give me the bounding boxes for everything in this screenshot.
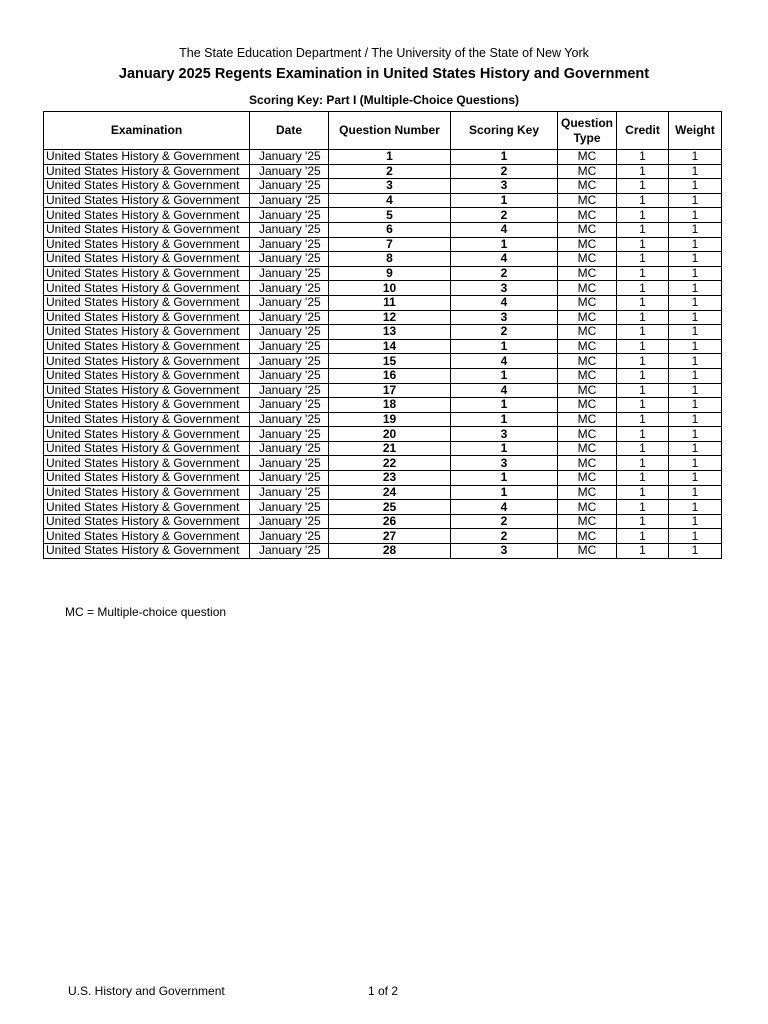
examination-cell: United States History & Government	[44, 427, 250, 442]
question-type-cell: MC	[558, 150, 617, 165]
date-cell: January '25	[250, 412, 329, 427]
weight-cell: 1	[669, 383, 722, 398]
question-type-cell: MC	[558, 368, 617, 383]
question-type-cell: MC	[558, 222, 617, 237]
date-cell: January '25	[250, 398, 329, 413]
question-type-cell: MC	[558, 193, 617, 208]
table-row	[44, 427, 722, 442]
scoring-key-cell: 1	[451, 485, 558, 500]
weight-cell: 1	[669, 179, 722, 194]
examination-cell: United States History & Government	[44, 529, 250, 544]
weight-cell: 1	[669, 500, 722, 515]
examination-cell: United States History & Government	[44, 383, 250, 398]
weight-cell: 1	[669, 193, 722, 208]
credit-cell: 1	[617, 310, 669, 325]
examination-cell: United States History & Government	[44, 354, 250, 369]
question-number-cell: 1	[329, 150, 451, 165]
scoring-key-cell: 4	[451, 222, 558, 237]
scoring-key-cell: 1	[451, 471, 558, 486]
table-row	[44, 266, 722, 281]
question-number-cell: 22	[329, 456, 451, 471]
table-row	[44, 412, 722, 427]
table-row	[44, 150, 722, 165]
scoring-key-cell: 3	[451, 427, 558, 442]
column-header-question-type: Question Type	[558, 112, 617, 150]
table-row	[44, 398, 722, 413]
question-type-cell: MC	[558, 485, 617, 500]
scoring-key-cell: 2	[451, 164, 558, 179]
examination-cell: United States History & Government	[44, 339, 250, 354]
scoring-key-cell: 1	[451, 237, 558, 252]
question-type-cell: MC	[558, 339, 617, 354]
question-type-cell: MC	[558, 500, 617, 515]
date-cell: January '25	[250, 485, 329, 500]
date-cell: January '25	[250, 500, 329, 515]
examination-cell: United States History & Government	[44, 412, 250, 427]
weight-cell: 1	[669, 237, 722, 252]
question-type-cell: MC	[558, 208, 617, 223]
examination-cell: United States History & Government	[44, 208, 250, 223]
scoring-key-cell: 4	[451, 383, 558, 398]
scoring-key-cell: 3	[451, 456, 558, 471]
weight-cell: 1	[669, 164, 722, 179]
examination-cell: United States History & Government	[44, 193, 250, 208]
scoring-key-cell: 4	[451, 500, 558, 515]
question-number-cell: 14	[329, 339, 451, 354]
scoring-key-cell: 3	[451, 544, 558, 559]
question-type-cell: MC	[558, 427, 617, 442]
date-cell: January '25	[250, 222, 329, 237]
question-type-cell: MC	[558, 266, 617, 281]
date-cell: January '25	[250, 252, 329, 267]
examination-cell: United States History & Government	[44, 471, 250, 486]
question-number-cell: 21	[329, 441, 451, 456]
table-row	[44, 441, 722, 456]
weight-cell: 1	[669, 368, 722, 383]
date-cell: January '25	[250, 354, 329, 369]
table-row	[44, 471, 722, 486]
question-number-cell: 9	[329, 266, 451, 281]
credit-cell: 1	[617, 427, 669, 442]
question-number-cell: 2	[329, 164, 451, 179]
question-number-cell: 13	[329, 325, 451, 340]
credit-cell: 1	[617, 295, 669, 310]
credit-cell: 1	[617, 193, 669, 208]
table-row	[44, 339, 722, 354]
scoring-key-cell: 4	[451, 252, 558, 267]
scoring-key-cell: 2	[451, 529, 558, 544]
question-number-cell: 27	[329, 529, 451, 544]
date-cell: January '25	[250, 266, 329, 281]
weight-cell: 1	[669, 222, 722, 237]
scoring-key-cell: 1	[451, 150, 558, 165]
question-type-cell: MC	[558, 514, 617, 529]
question-type-cell: MC	[558, 252, 617, 267]
question-type-cell: MC	[558, 383, 617, 398]
question-number-cell: 28	[329, 544, 451, 559]
credit-cell: 1	[617, 266, 669, 281]
credit-cell: 1	[617, 339, 669, 354]
scoring-key-cell: 3	[451, 179, 558, 194]
table-row	[44, 544, 722, 559]
credit-cell: 1	[617, 383, 669, 398]
column-header-weight: Weight	[669, 112, 722, 150]
table-header-row	[44, 112, 722, 150]
examination-cell: United States History & Government	[44, 310, 250, 325]
question-number-cell: 11	[329, 295, 451, 310]
examination-cell: United States History & Government	[44, 266, 250, 281]
examination-cell: United States History & Government	[44, 252, 250, 267]
credit-cell: 1	[617, 514, 669, 529]
weight-cell: 1	[669, 325, 722, 340]
footer-page-number: 1 of 2	[368, 984, 399, 998]
column-header-scoring-key: Scoring Key	[451, 112, 558, 150]
question-number-cell: 23	[329, 471, 451, 486]
credit-cell: 1	[617, 208, 669, 223]
question-number-cell: 10	[329, 281, 451, 296]
document-title: January 2025 Regents Examination in United States History and Government	[118, 66, 650, 82]
question-number-cell: 3	[329, 179, 451, 194]
table-row	[44, 222, 722, 237]
credit-cell: 1	[617, 252, 669, 267]
credit-cell: 1	[617, 398, 669, 413]
weight-cell: 1	[669, 529, 722, 544]
scoring-key-cell: 1	[451, 412, 558, 427]
credit-cell: 1	[617, 412, 669, 427]
table-row	[44, 354, 722, 369]
column-header-credit: Credit	[617, 112, 669, 150]
credit-cell: 1	[617, 164, 669, 179]
date-cell: January '25	[250, 368, 329, 383]
date-cell: January '25	[250, 514, 329, 529]
table-row	[44, 310, 722, 325]
weight-cell: 1	[669, 456, 722, 471]
date-cell: January '25	[250, 281, 329, 296]
question-type-cell: MC	[558, 471, 617, 486]
question-number-cell: 24	[329, 485, 451, 500]
question-type-cell: MC	[558, 412, 617, 427]
date-cell: January '25	[250, 471, 329, 486]
credit-cell: 1	[617, 368, 669, 383]
examination-cell: United States History & Government	[44, 237, 250, 252]
examination-cell: United States History & Government	[44, 281, 250, 296]
table-row	[44, 208, 722, 223]
weight-cell: 1	[669, 150, 722, 165]
date-cell: January '25	[250, 295, 329, 310]
document-subtitle: Scoring Key: Part I (Multiple-Choice Questions)	[248, 93, 520, 107]
date-cell: January '25	[250, 237, 329, 252]
table-row	[44, 295, 722, 310]
question-number-cell: 5	[329, 208, 451, 223]
examination-cell: United States History & Government	[44, 485, 250, 500]
credit-cell: 1	[617, 485, 669, 500]
credit-cell: 1	[617, 529, 669, 544]
question-number-cell: 25	[329, 500, 451, 515]
scoring-key-cell: 3	[451, 310, 558, 325]
scoring-key-cell: 2	[451, 208, 558, 223]
scoring-key-cell: 1	[451, 339, 558, 354]
table-body	[44, 150, 722, 559]
footnote: MC = Multiple-choice question	[65, 605, 227, 619]
question-type-cell: MC	[558, 441, 617, 456]
table-row	[44, 368, 722, 383]
table-row	[44, 193, 722, 208]
examination-cell: United States History & Government	[44, 179, 250, 194]
scoring-key-cell: 4	[451, 354, 558, 369]
table-row	[44, 529, 722, 544]
question-number-cell: 4	[329, 193, 451, 208]
weight-cell: 1	[669, 281, 722, 296]
question-type-cell: MC	[558, 310, 617, 325]
examination-cell: United States History & Government	[44, 368, 250, 383]
question-number-cell: 7	[329, 237, 451, 252]
date-cell: January '25	[250, 529, 329, 544]
weight-cell: 1	[669, 310, 722, 325]
scoring-key-cell: 1	[451, 368, 558, 383]
question-type-cell: MC	[558, 325, 617, 340]
examination-cell: United States History & Government	[44, 325, 250, 340]
question-type-cell: MC	[558, 544, 617, 559]
weight-cell: 1	[669, 427, 722, 442]
date-cell: January '25	[250, 339, 329, 354]
examination-cell: United States History & Government	[44, 441, 250, 456]
weight-cell: 1	[669, 339, 722, 354]
weight-cell: 1	[669, 266, 722, 281]
table-row	[44, 281, 722, 296]
scoring-key-cell: 2	[451, 325, 558, 340]
scoring-key-cell: 1	[451, 193, 558, 208]
table-row	[44, 383, 722, 398]
credit-cell: 1	[617, 471, 669, 486]
table-row	[44, 164, 722, 179]
date-cell: January '25	[250, 208, 329, 223]
question-type-cell: MC	[558, 281, 617, 296]
credit-cell: 1	[617, 179, 669, 194]
table-row	[44, 485, 722, 500]
column-header-examination: Examination	[44, 112, 250, 150]
examination-cell: United States History & Government	[44, 514, 250, 529]
date-cell: January '25	[250, 310, 329, 325]
date-cell: January '25	[250, 164, 329, 179]
table-row	[44, 179, 722, 194]
scoring-key-cell: 1	[451, 441, 558, 456]
weight-cell: 1	[669, 398, 722, 413]
question-number-cell: 19	[329, 412, 451, 427]
question-type-cell: MC	[558, 179, 617, 194]
table-row	[44, 237, 722, 252]
question-number-cell: 26	[329, 514, 451, 529]
credit-cell: 1	[617, 500, 669, 515]
question-number-cell: 15	[329, 354, 451, 369]
scoring-key-cell: 1	[451, 398, 558, 413]
question-number-cell: 17	[329, 383, 451, 398]
credit-cell: 1	[617, 237, 669, 252]
scoring-key-table	[43, 111, 722, 559]
question-number-cell: 16	[329, 368, 451, 383]
date-cell: January '25	[250, 456, 329, 471]
examination-cell: United States History & Government	[44, 295, 250, 310]
weight-cell: 1	[669, 412, 722, 427]
weight-cell: 1	[669, 514, 722, 529]
question-number-cell: 18	[329, 398, 451, 413]
credit-cell: 1	[617, 456, 669, 471]
credit-cell: 1	[617, 281, 669, 296]
date-cell: January '25	[250, 179, 329, 194]
question-type-cell: MC	[558, 529, 617, 544]
table-row	[44, 514, 722, 529]
table-row	[44, 500, 722, 515]
column-header-date: Date	[250, 112, 329, 150]
weight-cell: 1	[669, 544, 722, 559]
date-cell: January '25	[250, 427, 329, 442]
date-cell: January '25	[250, 383, 329, 398]
credit-cell: 1	[617, 544, 669, 559]
question-number-cell: 12	[329, 310, 451, 325]
credit-cell: 1	[617, 354, 669, 369]
weight-cell: 1	[669, 208, 722, 223]
weight-cell: 1	[669, 471, 722, 486]
credit-cell: 1	[617, 325, 669, 340]
weight-cell: 1	[669, 354, 722, 369]
credit-cell: 1	[617, 222, 669, 237]
examination-cell: United States History & Government	[44, 150, 250, 165]
weight-cell: 1	[669, 252, 722, 267]
question-number-cell: 20	[329, 427, 451, 442]
examination-cell: United States History & Government	[44, 544, 250, 559]
date-cell: January '25	[250, 544, 329, 559]
credit-cell: 1	[617, 441, 669, 456]
examination-cell: United States History & Government	[44, 500, 250, 515]
scoring-key-cell: 2	[451, 266, 558, 281]
weight-cell: 1	[669, 295, 722, 310]
column-header-question-number: Question Number	[329, 112, 451, 150]
question-number-cell: 6	[329, 222, 451, 237]
date-cell: January '25	[250, 150, 329, 165]
scoring-key-cell: 3	[451, 281, 558, 296]
examination-cell: United States History & Government	[44, 164, 250, 179]
weight-cell: 1	[669, 485, 722, 500]
question-type-cell: MC	[558, 456, 617, 471]
weight-cell: 1	[669, 441, 722, 456]
question-type-cell: MC	[558, 354, 617, 369]
scoring-key-cell: 2	[451, 514, 558, 529]
examination-cell: United States History & Government	[44, 456, 250, 471]
question-type-cell: MC	[558, 237, 617, 252]
date-cell: January '25	[250, 441, 329, 456]
table-row	[44, 252, 722, 267]
scoring-key-cell: 4	[451, 295, 558, 310]
table-row	[44, 325, 722, 340]
footer-course-name: U.S. History and Government	[68, 984, 225, 998]
question-number-cell: 8	[329, 252, 451, 267]
question-type-cell: MC	[558, 398, 617, 413]
question-type-cell: MC	[558, 164, 617, 179]
question-type-cell: MC	[558, 295, 617, 310]
table-row	[44, 456, 722, 471]
credit-cell: 1	[617, 150, 669, 165]
examination-cell: United States History & Government	[44, 222, 250, 237]
date-cell: January '25	[250, 193, 329, 208]
department-header: The State Education Department / The University of the State of New York	[179, 46, 589, 60]
date-cell: January '25	[250, 325, 329, 340]
examination-cell: United States History & Government	[44, 398, 250, 413]
